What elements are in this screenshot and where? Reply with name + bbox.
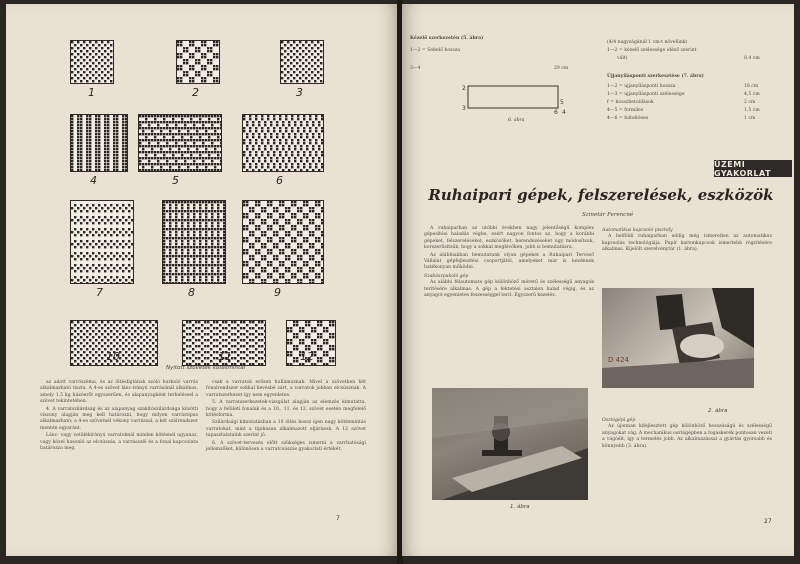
left-col1-para-1: az adott varrószéma, és az öltésfajtának szóló burkoló varrás alkalmazható tiszta. A 4-es szövet lánc-irányú varrásánál alkalmas, amely 1,5 kg húzóerőt egyszerűen, és alapanyagként terheléssel a szövet tekintetében. [40,380,198,405]
sleeve-row-value: 2 cm [744,100,756,105]
sleeve-row-value: 1,5 cm [744,108,760,113]
right-note-1: (4/4 nagyságánál 1 cm-t növelünk) [607,40,688,45]
cuff-heading: Kézelő szerkezetén (5. ábra) [410,36,484,41]
weave-pattern-9 [242,200,324,284]
right-note-3: vált) [617,56,628,61]
svg-text:4: 4 [562,109,566,116]
right-page [402,4,794,556]
machine-illustration-2 [602,288,754,388]
sleeve-heading: Újjanyílásponti szerkesztése (7. ábra) [607,74,704,79]
sleeve-row-value: 1 cm [744,116,756,121]
right-page-number: 27 [764,518,772,525]
sleeve-row-label: 4—5 = formiles [607,108,644,113]
weave-pattern-8 [162,200,226,284]
left-col2-para-3: Szilárdsági kímutatásban a 10 öltés hossz igen nagy kötésmintás varratokat, mint a tipikusan alkalmazott eljárások. A 12 szövet tapasztalataink szerint jó. [206,420,366,439]
pattern-number-7: 7 [96,286,103,299]
subhead-stapler: Automatikus kapcsoló pisztoly [602,228,673,233]
left-page [6,4,398,556]
pattern-number-9: 9 [274,286,281,299]
right-body-column-2 [602,226,772,255]
cuff-formula-2: 3—4 [410,66,421,71]
weave-pattern-3 [280,40,324,84]
sleeve-row-label: 1—2 = ujjanyílásponti hossza [607,84,676,89]
sleeve-row-label: 1—3 = ujjanyílásponti szélessége [607,92,685,97]
sleeve-row-label: 4—6 = folteltéses [607,116,649,121]
svg-text:5: 5 [560,99,564,106]
stapler-text: A belföldi ruhaiparban eddig még ismeretlen az automatikus kapcsolás technológiája. Papír kartonkapcsok ismertebb rögzítésére alkalmas. Kijelölt szerelvénytár (1. ábra). [602,234,772,253]
photo-2-label: D 424 [608,356,629,364]
weave-pattern-2 [176,40,220,84]
cuff-formula-1: 1—2 = Sebelő hossza [410,48,461,53]
section-banner: ÜZEMI GYAKORLAT [714,160,792,177]
pattern-figure-caption: Nyitott szövetek kötésmintái [166,365,246,371]
cuff-formula-value: 29 cm [554,66,569,71]
intro-para-2: Az alábbiakban bemutatunk olyan gépeket a Ruhaipari Tervező Vállalat gépfejlesztési csoportjától, amelyeket már is kezdenek hatékonyan működni. [424,252,594,271]
sleeve-row-value: 18 cm [744,84,759,89]
weave-pattern-1 [70,40,114,84]
svg-text:3: 3 [462,105,466,112]
subhead-cutting-machine: Szabászpakoló gép [424,273,469,279]
article-author: Szinetár Ferencné [582,212,634,218]
weave-pattern-4 [70,114,128,172]
photo-2-caption: 2. ábra [708,408,728,414]
machine-illustration-1 [432,388,588,500]
sleeve-row-value: 4,5 cm [744,92,760,97]
left-col1-para-2: 4. A varratszilárdság és az alapanyag szakítószilárdsága közötti viszony alapján meg kell határozni, hogy milyen varrástípus alkalmazható; a 4-es szövetnél vékony varrással, a két szálrendszer mentén egyaránt. [40,406,198,431]
left-col2-para-4: 6. A szövet-tervezés előtt szükséges ismerni a varrhatósági jellemzőket, különösen a varratcsúszás gyakorlati értékét. [206,440,366,453]
cuff-diagram [462,80,572,116]
pattern-number-4: 4 [90,174,97,187]
left-body-column-2 [206,380,366,454]
sleeve-row-label: f = hosszbetoldások [607,100,654,105]
pattern-number-8: 8 [188,286,195,299]
pattern-number-11: 11 [218,350,232,363]
dividing-machine-text: Az újonnan kifejlesztett gép különböző hosszúságú és szélességű anyagokat vág. A mechanikus osztógépben a fogaskerék pontosan vezeti a vágóélt, így a termelés jobb. Az alkalmazással a gyártás gyorsabb és könnyebb (3. ábra). [602,424,772,449]
pattern-number-2: 2 [192,86,199,99]
right-body-column-1 [424,226,594,300]
intro-para-1: A ruhaiparban az utóbbi években nagy jelentőségű komplex gépesítési haladás végbe, ezért nagyon fontos az, hogy a korábbi gépeket, felszereléseket, eszközöket, berendezéseket úgy módosítsuk, korszerűsítsük, hogy a sokkal meglévőken, jobb is bemutatásra. [424,226,594,251]
pattern-number-1: 1 [88,86,95,99]
cutting-machine-text: Az alábbi félautomata gép különböző méretű és szélességű anyagok terítésére alkalmas. A gép a fektetési asztalon halad végig, és az anyagot egyenletes feszességgel terít. Egyszerű kezelés. [424,280,594,299]
right-body-column-2b [602,416,772,451]
svg-text:6: 6 [554,109,558,116]
article-title: Ruhaipari gépek, felszerelések, eszközök [428,186,774,204]
weave-pattern-7 [70,200,134,284]
photo-figure-2 [602,288,754,388]
pattern-number-3: 3 [296,86,303,99]
left-col1-para-3: Lánc- vagy vetülékirányú varratoknál minden kötésnél ugyanaz, vagy közel hasonló az elcsúszás, a varrásszél és a fonal kapcsolata határozza meg. [40,433,198,452]
svg-text:2: 2 [462,85,466,92]
subhead-dividing-machine: Osztógépi gép [602,418,636,423]
pattern-number-5: 5 [172,174,179,187]
photo-1-caption: 1. ábra [510,504,530,510]
weave-pattern-5 [138,114,222,172]
right-note-2: 1—2 = kézelő szélessége idéző szerint [607,48,697,53]
left-body-column-1 [40,380,198,453]
left-col2-para-2: 5. A varratszerkezetek-vizsgálat alapján az elemzés kimutatta, hogy a felületi fonalak és a 10., 11. és 12. szövet esetén megfelelő kötésforma. [206,400,366,419]
pattern-number-12: 12 [300,350,314,363]
right-note-3-value: 8,4 cm [744,56,760,61]
pattern-number-6: 6 [276,174,283,187]
photo-figure-1 [432,388,588,500]
figure-6-caption: 6. ábra [508,118,525,123]
weave-pattern-6 [242,114,324,172]
pattern-number-10: 10 [106,350,120,363]
left-col2-para-1: csak a varratok erősen hullámoznak. Mivel a szövetben két fonalrendszer sokkal kevésbé zárt, a varratok jobban elcsúsznak. A varratszerkezet így nem egyenletes. [206,380,366,398]
left-page-number: 7 [336,515,340,522]
